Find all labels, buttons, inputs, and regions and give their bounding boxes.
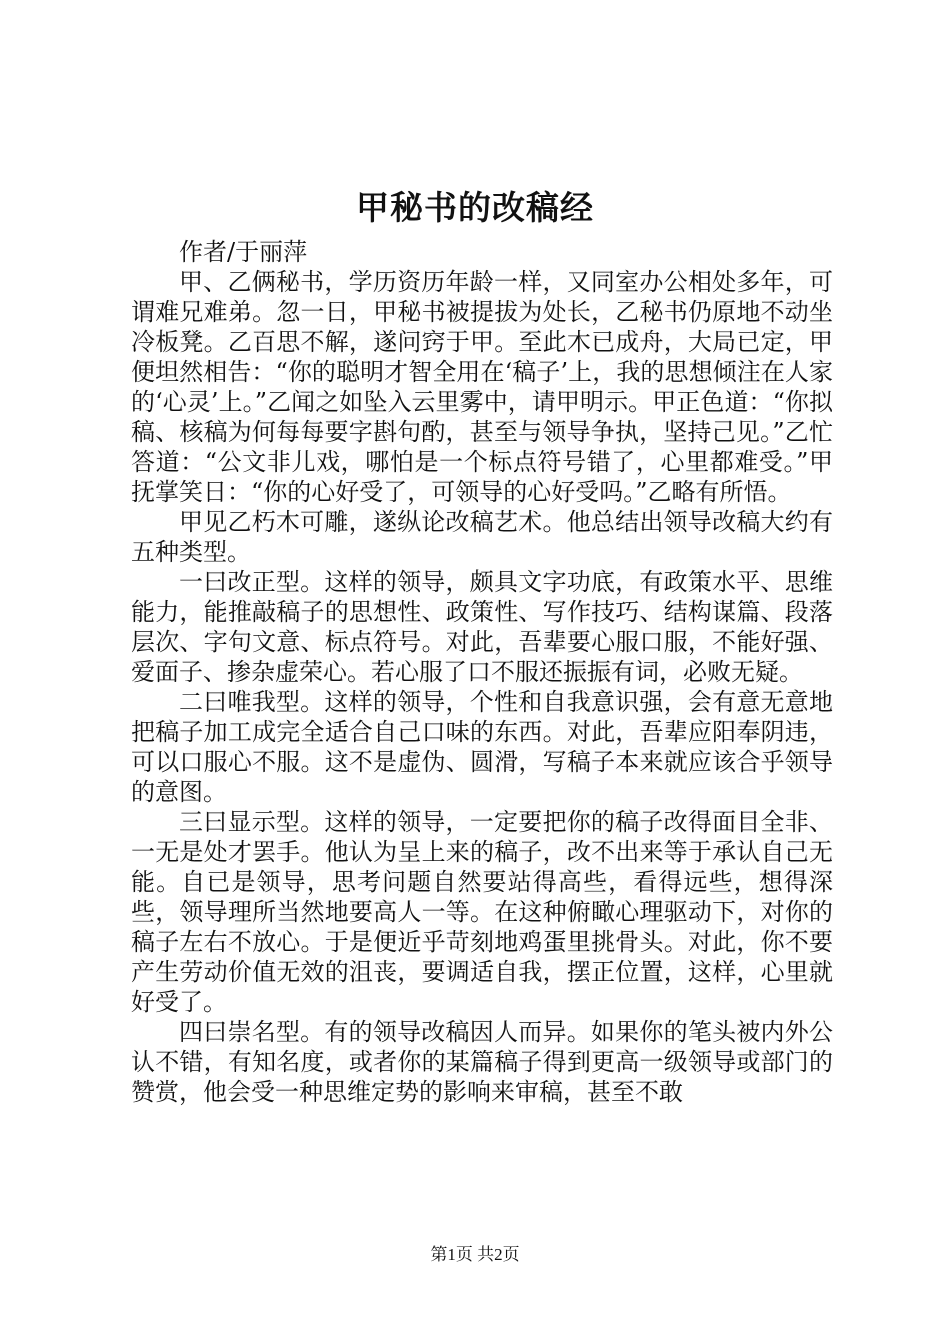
paragraph-1: 甲、乙俩秘书，学历资历年龄一样，又同室办公相处多年，可谓难兄难弟。忽一日，甲秘书被提拔为处长，乙秘书仍原地不动坐冷板凳。乙百思不解，遂问窍于甲。至此木已成舟，大局已定，甲便坦然相告：“你的聪明才智全用在‘稿子’上，我的思想倾注在人家的‘心灵’上。”乙闻之如坠入云里雾中，请甲明示。甲正色道：“你拟稿、核稿为何每每要字斟句酌，甚至与领导争执，坚持己见。”乙忙答道：“公文非儿戏，哪怕是一个标点符号错了，心里都难受。”甲抚掌笑日：“你的心好受了，可领导的心好受吗。”乙略有所悟。 xyxy=(131,268,833,506)
paragraph-3: 一曰改正型。这样的领导，颇具文字功底，有政策水平、思维能力，能推敲稿子的思想性、政策性、写作技巧、结构谋篇、段落层次、字句文意、标点符号。对此，吾辈要心服口服，不能好强、爱面子、掺杂虚荣心。若心服了口不服还振振有词，必败无疑。 xyxy=(131,568,833,686)
paragraph-2: 甲见乙朽木可雕，遂纵论改稿艺术。他总结出领导改稿大约有五种类型。 xyxy=(131,508,833,566)
document-title: 甲秘书的改稿经 xyxy=(356,188,594,227)
paragraph-4: 二曰唯我型。这样的领导，个性和自我意识强，会有意无意地把稿子加工成完全适合自己口味的东西。对此，吾辈应阳奉阴违，可以口服心不服。这不是虚伪、圆滑，写稿子本来就应该合乎领导的意图。 xyxy=(131,688,833,806)
page-footer: 第1页 共2页 xyxy=(430,1245,520,1264)
paragraph-5: 三曰显示型。这样的领导，一定要把你的稿子改得面目全非、一无是处才罢手。他认为呈上来的稿子，改不出来等于承认自己无能。自已是领导，思考问题自然要站得高些，看得远些，想得深些，领导理所当然地要高人一等。在这种俯瞰心理驱动下，对你的稿子左右不放心。于是便近乎苛刻地鸡蛋里挑骨头。对此，你不要产生劳动价值无效的沮丧，要调适自我，摆正位置，这样，心里就好受了。 xyxy=(131,808,833,1016)
paragraph-6: 四曰崇名型。有的领导改稿因人而异。如果你的笔头被内外公认不错，有知名度，或者你的某篇稿子得到更高一级领导或部门的赞赏，他会受一种思维定势的影响来审稿，甚至不敢 xyxy=(131,1018,833,1106)
document-body xyxy=(131,237,833,1107)
author-line: 作者/于丽萍 xyxy=(179,238,308,266)
